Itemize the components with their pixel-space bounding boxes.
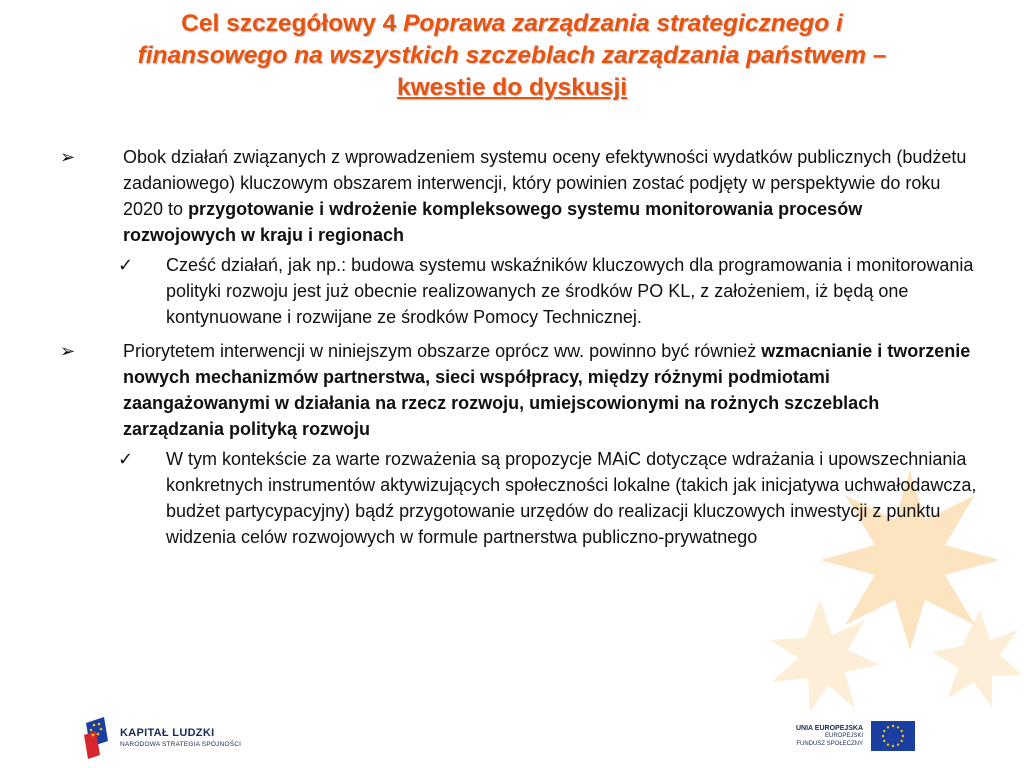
- kapital-ludzki-logo: [82, 712, 241, 762]
- eu-fund-logo: [796, 716, 915, 756]
- check-bullet-icon: ✓: [118, 255, 134, 275]
- eu-sub1: EUROPEJSKI: [825, 732, 864, 739]
- bullet-text-1: [123, 144, 980, 248]
- bullet-text-2: [123, 338, 980, 442]
- sub-bullet-item-2: [60, 446, 980, 550]
- sub-bullet-item-1: [60, 252, 980, 330]
- kapital-ludzki-emblem-icon: [82, 715, 112, 759]
- bullet-1-plain: Obok działań związanych z wprowadzeniem systemu oceny efektywności wydatków publicznych (budżetu zadaniowego) kluczowym obszarem interwencji, który powinien zostać podjęty w perspektywie do roku 2020 to: [123, 147, 967, 219]
- slide-title: [40, 8, 984, 104]
- sub-bullet-text-1: Cześć działań, jak np.: budowa systemu wskaźników kluczowych dla programowania i monitorowania polityki rozwoju jest już obecnie realizowanych ze środków PO KL, z założeniem, iż będą one kontynuowane i rozwijane ze środków Pomocy Technicznej.: [166, 255, 974, 327]
- sub-bullet-text-2: W tym kontekście za warte rozważenia są propozycje MAiC dotyczące wdrażania i upowszechniania konkretnych instrumentów aktywizujących społeczności lokalne (takich jak inicjatywa uchwałodawcza, budżet partycypacyjny) bądź przygotowanie urzędów do realizacji kluczowych inwestycji z punktu widzenia celów rozwojowych w formule partnerstwa publiczno-prywatnego: [166, 449, 977, 547]
- slide-content: [60, 140, 980, 550]
- title-italic-part2: finansowego na wszystkich szczeblach zarządzania państwem –: [137, 42, 887, 69]
- bullet-2-plain: Priorytetem interwencji w niniejszym obszarze oprócz ww. powinno być również: [123, 341, 762, 361]
- check-bullet-icon: ✓: [118, 449, 134, 469]
- eu-sub2: FUNDUSZ SPOŁECZNY: [796, 740, 864, 747]
- kl-title: KAPITAŁ LUDZKI: [120, 726, 215, 739]
- arrow-bullet-icon: ➢: [60, 147, 76, 167]
- kl-subtitle: NARODOWA STRATEGIA SPÓJNOŚCI: [120, 740, 242, 748]
- bullet-item-1: [60, 144, 980, 248]
- bullet-item-2: [60, 338, 980, 442]
- title-prefix: Cel szczegółowy 4: [181, 10, 404, 37]
- arrow-bullet-icon: ➢: [60, 341, 76, 361]
- bullet-1-bold: przygotowanie i wdrożenie kompleksowego systemu monitorowania procesów rozwojowych w kraju i regionach: [123, 199, 863, 245]
- eu-title: UNIA EUROPEJSKA: [796, 724, 864, 732]
- bullet-2-bold: wzmacnianie i tworzenie nowych mechanizmów partnerstwa, sieci współpracy, między różnymi podmiotami zaangażowanymi w działania na rzecz rozwoju, umiejscowionymi na rożnych szczeblach zarządzania polityką rozwoju: [123, 341, 971, 439]
- eu-flag-icon: [871, 721, 915, 751]
- title-underlined: kwestie do dyskusji: [396, 74, 628, 101]
- title-italic-part1: Poprawa zarządzania strategicznego i: [403, 10, 843, 37]
